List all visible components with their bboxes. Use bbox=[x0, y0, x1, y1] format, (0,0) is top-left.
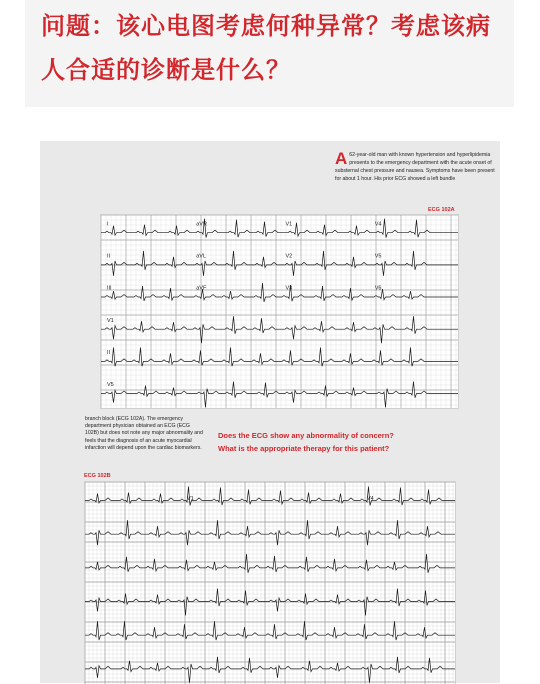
ecg-lead-label: V4 bbox=[367, 496, 374, 502]
ecg-lead-label: III bbox=[107, 285, 112, 292]
ecg-grid bbox=[101, 215, 458, 408]
ecg-lead-trace bbox=[85, 657, 455, 683]
ecg-lead-trace bbox=[101, 251, 458, 276]
question-1: Does the ECG show any abnormality of concern? bbox=[218, 431, 394, 440]
questions bbox=[218, 429, 488, 455]
ecg-grid bbox=[85, 482, 455, 684]
case-description bbox=[335, 151, 495, 183]
question-2: What is the appropriate therapy for this patient? bbox=[218, 444, 390, 453]
ecg-lead-trace bbox=[101, 382, 458, 408]
ecg-lead-label: aVR bbox=[196, 221, 207, 228]
ecg-lead-label: II bbox=[107, 349, 111, 356]
ecg-lead-trace bbox=[101, 316, 458, 343]
ecg-lead-label: V1 bbox=[187, 496, 194, 502]
textbook-figure bbox=[40, 141, 500, 683]
ecg-lead-trace bbox=[101, 219, 458, 238]
ecg-lead-label: V2 bbox=[285, 253, 293, 260]
ecg-b-strip bbox=[84, 481, 456, 684]
ecg-lead-label: aVF bbox=[196, 285, 207, 292]
ecg-lead-label: aVL bbox=[196, 253, 207, 260]
ecg-lead-label: I bbox=[107, 221, 109, 228]
ecg-a-strip bbox=[100, 214, 459, 409]
ecg-a-trace bbox=[101, 215, 458, 408]
ecg-b-label: ECG 102B bbox=[84, 473, 111, 479]
ecg-lead-label: V1 bbox=[107, 317, 114, 324]
case-continuation: branch block (ECG 102A). The emergency department physician obtained an ECG (ECG 102B) but does not note any major abnormality and feels that the diagnosis of an acute myocardial infarction will depend upon the cardiac biomarkers. bbox=[85, 416, 203, 451]
ecg-lead-label: V5 bbox=[107, 382, 114, 389]
case-dropcap: A bbox=[335, 149, 348, 168]
ecg-lead-label: V5 bbox=[374, 253, 382, 260]
ecg-b-trace bbox=[85, 482, 455, 684]
case-text: 62-year-old man with known hypertension and hyperlipidemia presents to the emergency department with the acute onset of substernal chest pressure and nausea. Symptoms have been present for about 1 hour. His prior ECG showed a left bundle bbox=[335, 152, 495, 182]
question-header bbox=[25, 0, 514, 107]
question-title: 问题：该心电图考虑何种异常？考虑该病人合适的诊断是什么？ bbox=[41, 12, 491, 84]
ecg-lead-label: II bbox=[107, 253, 111, 260]
ecg-lead-label: V6 bbox=[374, 285, 382, 292]
ecg-lead-trace bbox=[85, 520, 455, 545]
ecg-lead-trace bbox=[101, 283, 458, 302]
ecg-lead-label: V1 bbox=[285, 221, 293, 228]
ecg-lead-label: V3 bbox=[285, 285, 293, 292]
ecg-a-label: ECG 102A bbox=[428, 207, 455, 213]
ecg-lead-trace bbox=[101, 347, 458, 366]
ecg-lead-trace bbox=[85, 621, 455, 640]
ecg-lead-label: V4 bbox=[374, 221, 382, 228]
ecg-lead-trace bbox=[85, 487, 455, 506]
